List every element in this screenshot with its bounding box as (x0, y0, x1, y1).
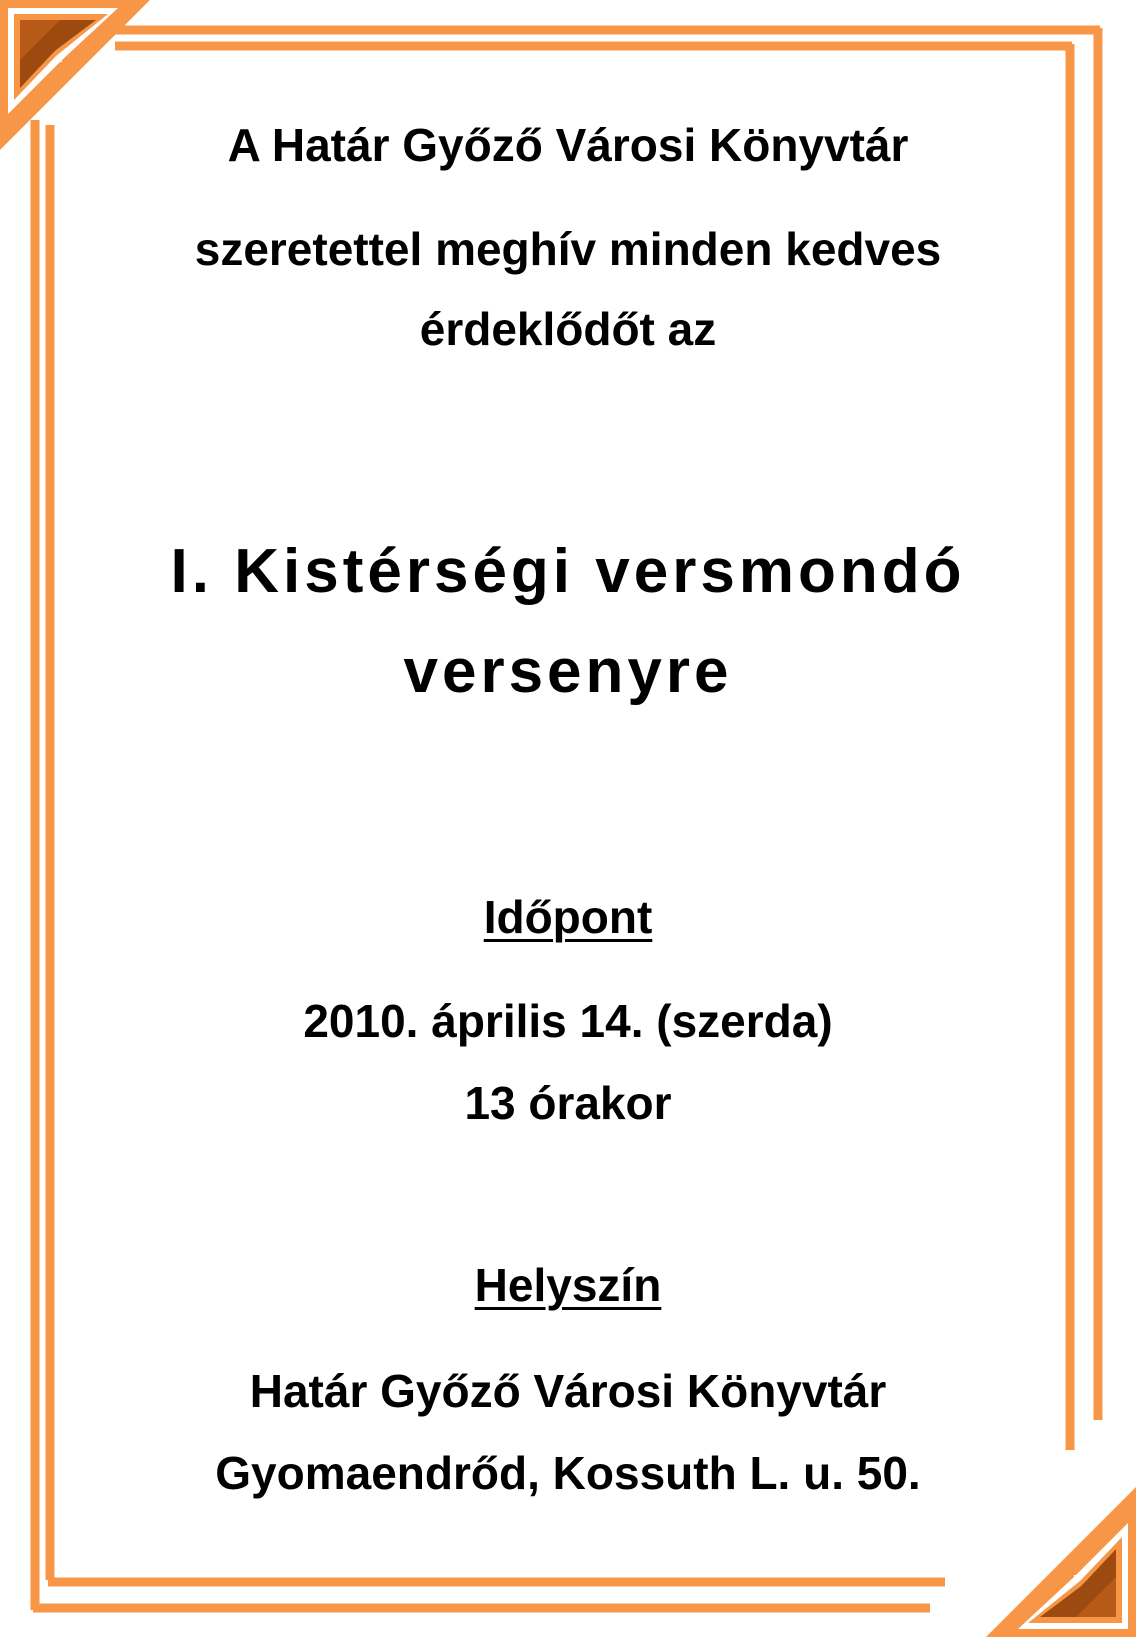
event-date: 2010. április 14. (szerda) (303, 995, 833, 1047)
invitation-line-2: szeretettel meghív minden kedves (194, 223, 942, 275)
invitation-line-3: érdeklődőt az (419, 303, 717, 355)
event-title-line-2: versenyre (403, 637, 733, 706)
event-title-line-1: I. Kistérségi versmondó (170, 537, 966, 606)
event-hour: 13 órakor (464, 1077, 672, 1129)
invitation-line-1: A Határ Győző Városi Könyvtár (227, 119, 909, 171)
venue-name: Határ Győző Városi Könyvtár (249, 1365, 887, 1417)
venue-address: Gyomaendrőd, Kossuth L. u. 50. (215, 1447, 921, 1499)
venue-heading: Helyszín (474, 1259, 662, 1311)
corner-ornament-bottom-right (986, 1487, 1136, 1637)
time-heading: Időpont (483, 891, 653, 943)
